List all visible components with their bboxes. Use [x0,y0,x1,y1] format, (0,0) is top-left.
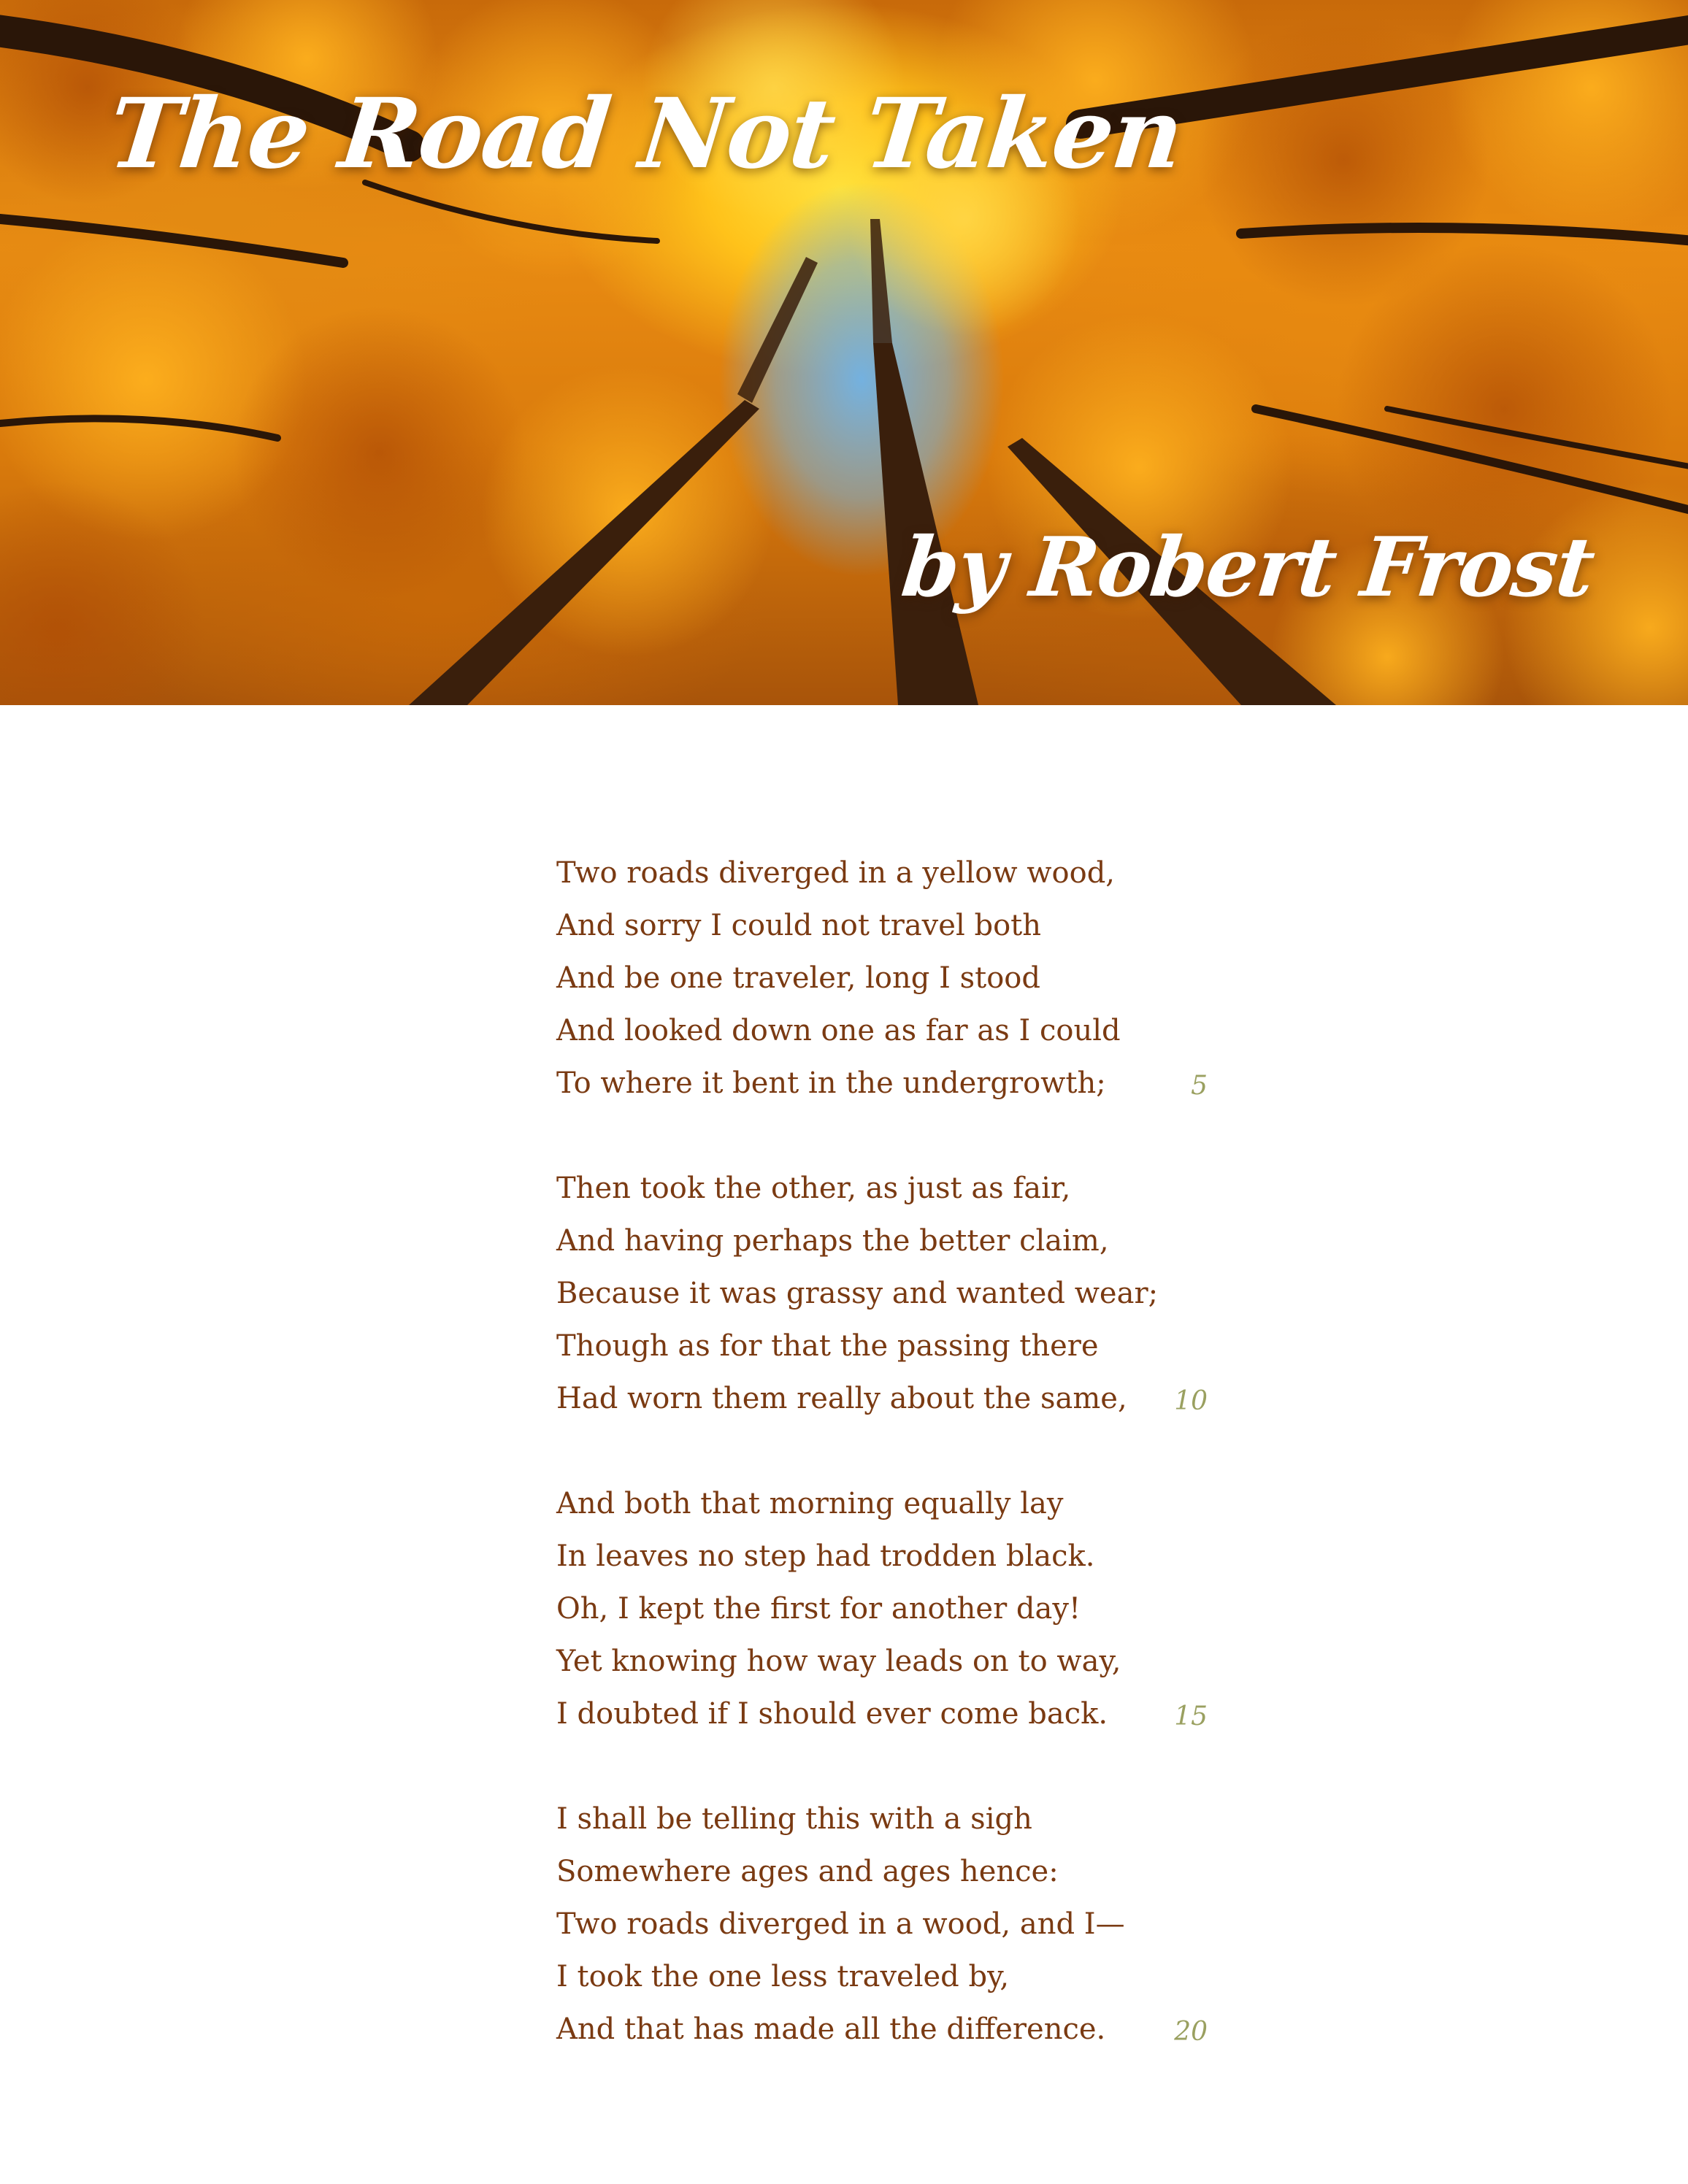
poem-line-text: I doubted if I should ever come back. [556,1697,1108,1731]
poem-line: And sorry I could not travel both [556,909,1041,942]
poem-line: Two roads diverged in a yellow wood, [556,856,1116,890]
poem-line: Two roads diverged in a wood, and I— [556,1907,1125,1941]
poem-title: The Road Not Taken [103,77,1188,191]
poem-line-text: To where it bent in the undergrowth; [556,1066,1106,1100]
poem-line: And be one traveler, long I stood [556,961,1040,995]
poem-line: Yet knowing how way leads on to way, [556,1645,1121,1678]
poem-line: Though as for that the passing there [556,1329,1099,1363]
line-number: 10 [1174,1386,1208,1416]
poem-line-text: Had worn them really about the same, [556,1382,1127,1415]
poem-line-text: And that has made all the difference. [556,2012,1106,2046]
poem-line: And having perhaps the better claim, [556,1224,1109,1258]
poem-line: I shall be telling this with a sigh [556,1802,1032,1836]
poem-line [556,1688,1213,1740]
poem-line: Then took the other, as just as fair, [556,1172,1071,1205]
poem-body [556,847,1213,2108]
poem-author: by Robert Frost [897,520,1598,615]
poem-line: Somewhere ages and ages hence: [556,1855,1059,1888]
poem-line [556,2003,1213,2056]
poem-line: Oh, I kept the first for another day! [556,1592,1081,1626]
stanza-1 [556,847,1213,1110]
poem-line: I took the one less traveled by, [556,1960,1010,1993]
poem-line: In leaves no step had trodden black. [556,1539,1095,1573]
hero-banner [0,0,1688,705]
line-number: 15 [1174,1702,1208,1731]
line-number: 20 [1174,2017,1208,2047]
stanza-3 [556,1477,1213,1740]
stanza-2 [556,1162,1213,1425]
poem-line [556,1057,1213,1110]
poem-line: And both that morning equally lay [556,1487,1064,1520]
poem-line: And looked down one as far as I could [556,1014,1121,1047]
poem-line: Because it was grassy and wanted wear; [556,1277,1159,1310]
poem-line [556,1372,1213,1425]
line-number: 5 [1191,1071,1208,1101]
stanza-4 [556,1793,1213,2056]
